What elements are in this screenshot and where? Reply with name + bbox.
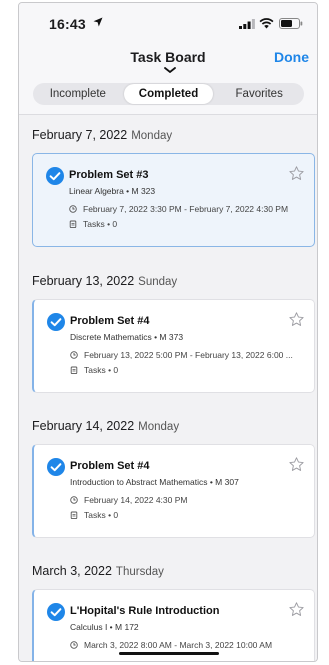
chevron-down-icon[interactable] xyxy=(164,67,176,73)
page-title: Task Board xyxy=(130,49,206,65)
date-section xyxy=(19,261,317,407)
clipboard-icon xyxy=(70,511,78,519)
home-indicator[interactable] xyxy=(119,652,219,655)
task-list[interactable] xyxy=(19,115,317,662)
location-arrow-icon xyxy=(93,17,103,27)
task-count-row xyxy=(70,365,118,375)
date-header xyxy=(32,419,179,433)
clipboard-icon xyxy=(70,366,78,374)
clock-icon xyxy=(70,496,78,504)
task-time: February 7, 2022 3:30 PM - February 7, 2022 4:30 PM xyxy=(83,204,289,214)
task-title: Problem Set #3 xyxy=(69,169,149,181)
section-date: February 13, 2022 xyxy=(32,274,135,288)
task-title: L'Hopital's Rule Introduction xyxy=(70,605,220,617)
task-time-row xyxy=(70,495,187,505)
clock-icon xyxy=(70,641,78,649)
battery-icon xyxy=(279,18,303,29)
clipboard-icon xyxy=(69,220,77,228)
section-date: March 3, 2022 xyxy=(32,564,112,578)
done-button[interactable]: Done xyxy=(274,49,309,65)
task-course: Introduction to Abstract Mathematics • M 307 xyxy=(70,477,239,487)
status-bar xyxy=(19,3,317,39)
task-time-row xyxy=(69,204,288,214)
segmented-control xyxy=(33,83,304,105)
clock-icon xyxy=(69,205,77,213)
date-header xyxy=(32,128,172,142)
section-weekday: Sunday xyxy=(138,276,178,288)
checkmark-circle-icon[interactable] xyxy=(47,458,65,476)
nav-bar xyxy=(19,39,317,75)
task-count-row xyxy=(70,510,118,520)
clock-icon xyxy=(70,351,78,359)
section-weekday: Monday xyxy=(138,421,180,433)
star-outline-icon[interactable] xyxy=(288,311,305,328)
checkmark-circle-icon[interactable] xyxy=(46,167,64,185)
task-course: Linear Algebra • M 323 xyxy=(69,186,156,196)
tab-incomplete[interactable]: Incomplete xyxy=(49,88,106,100)
task-card[interactable] xyxy=(32,444,315,538)
task-time-row xyxy=(70,640,272,650)
tab-completed[interactable]: Completed xyxy=(124,84,214,104)
task-time: February 14, 2022 4:30 PM xyxy=(84,495,188,505)
section-date: February 14, 2022 xyxy=(32,419,135,433)
date-header xyxy=(32,274,177,288)
task-title: Problem Set #4 xyxy=(70,460,150,472)
tab-favorites[interactable]: Favorites xyxy=(235,88,283,100)
star-outline-icon[interactable] xyxy=(288,456,305,473)
date-section xyxy=(19,551,317,662)
star-outline-icon[interactable] xyxy=(288,165,305,182)
task-count: Tasks • 0 xyxy=(84,365,119,375)
task-count: Tasks • 0 xyxy=(83,219,118,229)
task-time: February 13, 2022 5:00 PM - February 13, 2022 6:00 ... xyxy=(84,350,293,360)
star-outline-icon[interactable] xyxy=(288,601,305,618)
segment-bar xyxy=(19,75,317,115)
section-weekday: Thursday xyxy=(115,566,164,578)
section-date: February 7, 2022 xyxy=(32,128,128,142)
phone-screen xyxy=(18,2,318,662)
date-section xyxy=(19,115,317,261)
task-card[interactable] xyxy=(32,153,315,247)
task-count-row xyxy=(69,219,117,229)
wifi-icon xyxy=(259,17,274,29)
date-header xyxy=(32,564,164,578)
checkmark-circle-icon[interactable] xyxy=(47,603,65,621)
task-title: Problem Set #4 xyxy=(70,315,150,327)
status-time: 16:43 xyxy=(49,16,86,32)
date-section xyxy=(19,406,317,552)
task-course: Calculus I • M 172 xyxy=(70,622,139,632)
task-count: Tasks • 0 xyxy=(84,510,119,520)
task-course: Discrete Mathematics • M 373 xyxy=(70,332,184,342)
task-time-row xyxy=(70,350,293,360)
task-card[interactable] xyxy=(32,299,315,393)
signal-icon xyxy=(239,19,255,29)
task-time: March 3, 2022 8:00 AM - March 3, 2022 10:00 AM xyxy=(84,640,273,650)
checkmark-circle-icon[interactable] xyxy=(47,313,65,331)
section-weekday: Monday xyxy=(131,130,173,142)
